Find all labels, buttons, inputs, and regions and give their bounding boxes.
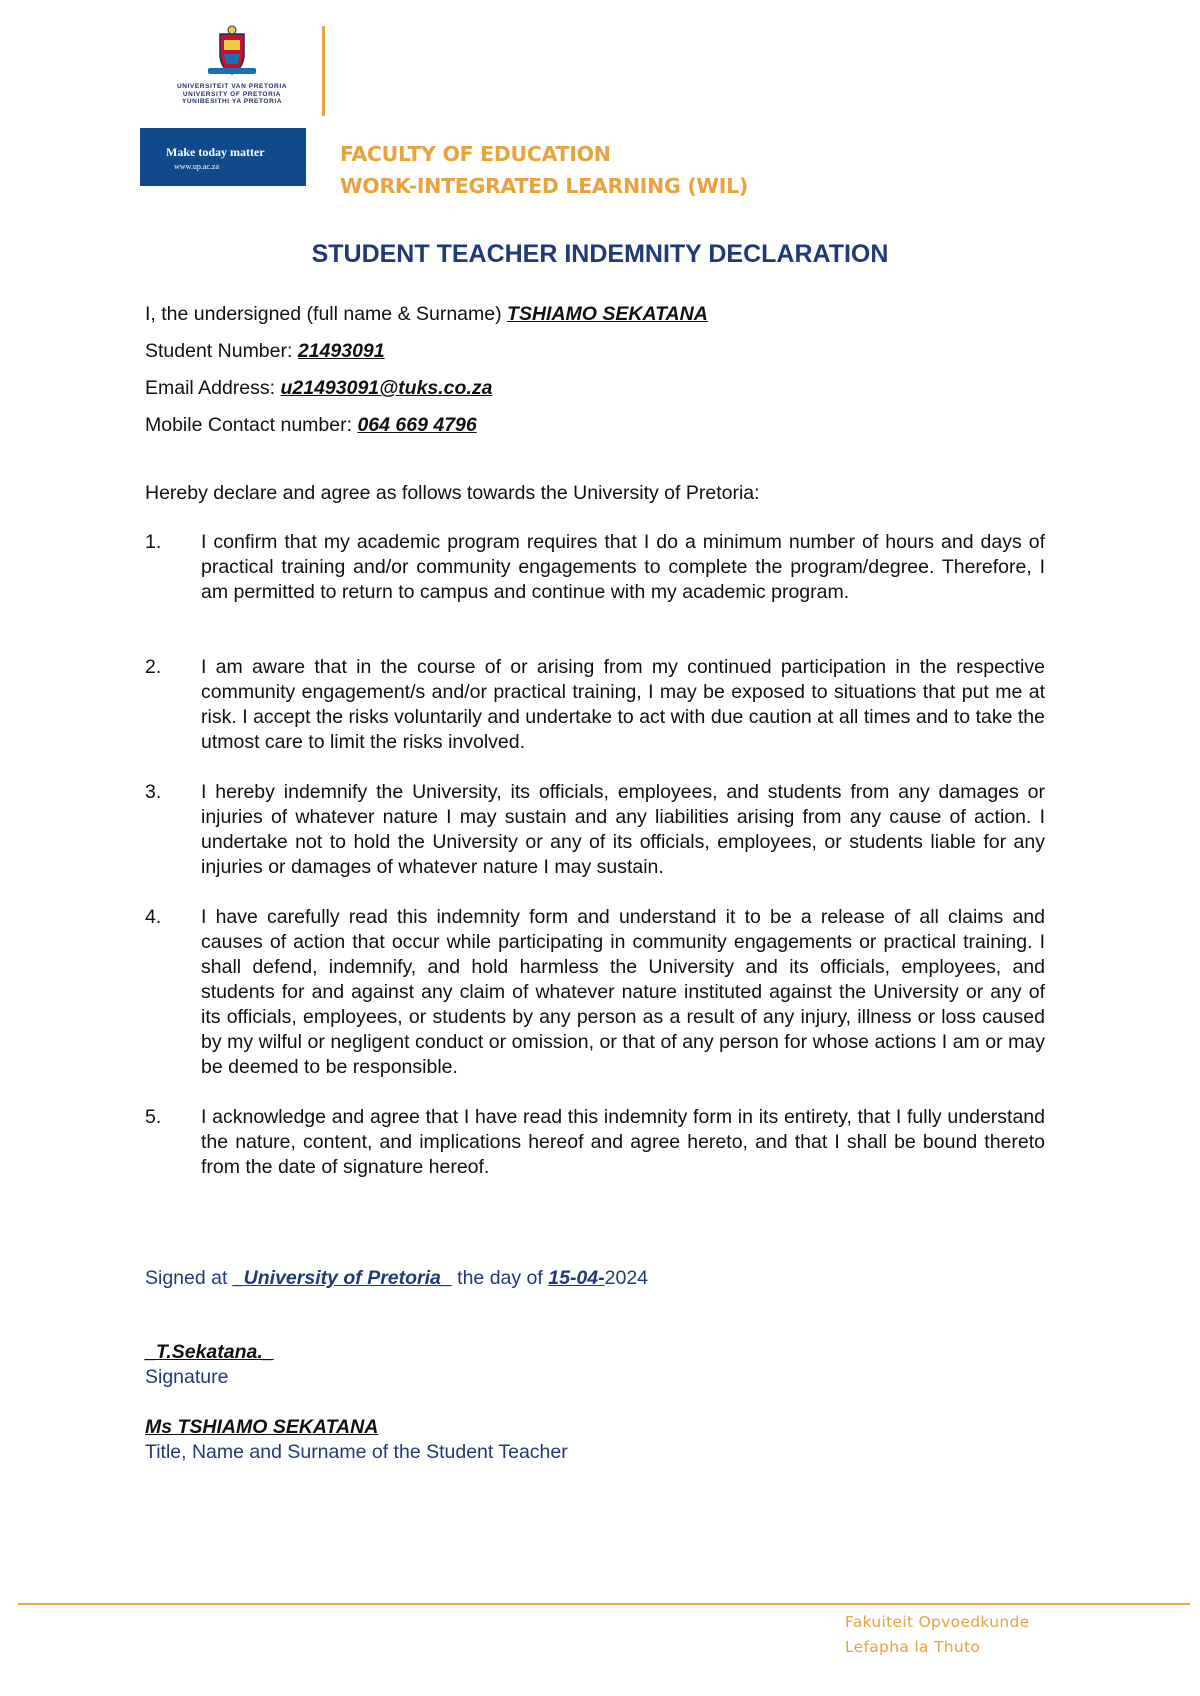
document-title: STUDENT TEACHER INDEMNITY DECLARATION (311, 240, 889, 268)
website-text: www.up.ac.za (174, 162, 220, 171)
student-number-field (145, 340, 385, 363)
name-field (145, 303, 708, 326)
email-label: Email Address: (145, 377, 276, 399)
university-name-english: UNIVERSITY OF PRETORIA (182, 90, 282, 98)
clause-item (145, 780, 1045, 880)
clause-text: I confirm that my academic program requires that I do a minimum number of hours and days of practical training and/or community engagements to complete the program/degree. Therefore, I am permitted to return to campus and continue with my academic program. (201, 531, 1045, 603)
signature-value: _T.Sekatana._ (145, 1341, 274, 1363)
motto-banner (140, 128, 306, 186)
clause-number: 3. (145, 781, 162, 803)
department-title: WORK-INTEGRATED LEARNING (WIL) (340, 174, 748, 198)
university-names (162, 83, 302, 106)
footer-afrikaans: Fakuiteit Opvoedkunde (845, 1613, 1030, 1631)
mobile-value: 064 669 4796 (357, 414, 477, 436)
signed-place: _University of Pretoria_ (232, 1267, 452, 1289)
student-number-label: Student Number: (145, 340, 293, 362)
student-full-name: Ms TSHIAMO SEKATANA (145, 1416, 379, 1438)
day-label: the day of (457, 1267, 543, 1289)
university-logo (162, 24, 302, 119)
student-number-value: 21493091 (297, 340, 385, 362)
clause-number: 2. (145, 656, 162, 678)
email-value: u21493091@tuks.co.za (280, 377, 493, 399)
motto-text: Make today matter (166, 145, 265, 159)
clause-number: 4. (145, 906, 162, 928)
clause-number: 5. (145, 1106, 162, 1128)
clause-item (145, 905, 1045, 1080)
name-value: TSHIAMO SEKATANA (507, 303, 708, 325)
signed-at-line (145, 1267, 648, 1290)
signed-year: 2024 (604, 1267, 649, 1289)
mobile-label: Mobile Contact number: (145, 414, 353, 436)
header-divider (322, 26, 325, 116)
declaration-intro: Hereby declare and agree as follows towards the University of Pretoria: (145, 482, 760, 504)
full-name-label: Title, Name and Surname of the Student Teacher (145, 1441, 568, 1463)
clause-text: I have carefully read this indemnity form and understand it to be a release of all claims and causes of action that occur while participating in community engagements or practical training. I shall defend, indemnify, and hold harmless the University and its officials, employees, and students for and against any claim of whatever nature instituted against the University or any of its officials, employees, or students by any person as a result of any injury, illness or loss caused by my wilful or negligent conduct or omission, or that of any person for whose actions I am or may be deemed to be responsible. (201, 906, 1045, 1078)
signed-at-label: Signed at (145, 1267, 228, 1289)
university-name-afrikaans: UNIVERSITEIT VAN PRETORIA (176, 83, 288, 90)
signed-date: 15-04- (548, 1267, 605, 1289)
clause-number: 1. (145, 531, 162, 553)
clause-text: I acknowledge and agree that I have read this indemnity form in its entirety, that I fully understand the nature, content, and implications hereof and agree hereto, and that I shall be bound thereto from the date of signature hereof. (201, 1106, 1045, 1178)
name-label: I, the undersigned (full name & Surname) (145, 303, 502, 325)
footer-sesotho: Lefapha la Thuto (845, 1638, 981, 1656)
clause-text: I am aware that in the course of or arising from my continued participation in the respective community engagement/s and/or practical training, I may be exposed to situations that put me at risk. I accept the risks voluntarily and undertake to act with due caution at all times and to take the utmost care to limit the risks involved. (201, 656, 1045, 753)
footer-divider (18, 1603, 1190, 1605)
email-field (145, 377, 492, 400)
signature-label: Signature (145, 1366, 229, 1388)
mobile-field (145, 414, 477, 437)
clause-item (145, 530, 1045, 605)
clause-item (145, 1105, 1045, 1180)
faculty-title: FACULTY OF EDUCATION (340, 142, 611, 166)
university-crest-icon (202, 24, 262, 80)
university-name-sepedi: YUNIBESITHI YA PRETORIA (181, 98, 283, 105)
clause-item (145, 655, 1045, 755)
clause-text: I hereby indemnify the University, its officials, employees, and students from any damages or injuries of whatever nature I may sustain and any liabilities arising from any cause of action. I undertake not to hold the University or any of its officials, employees, or students liable for any injuries or damages of whatever nature I may sustain. (201, 781, 1045, 878)
